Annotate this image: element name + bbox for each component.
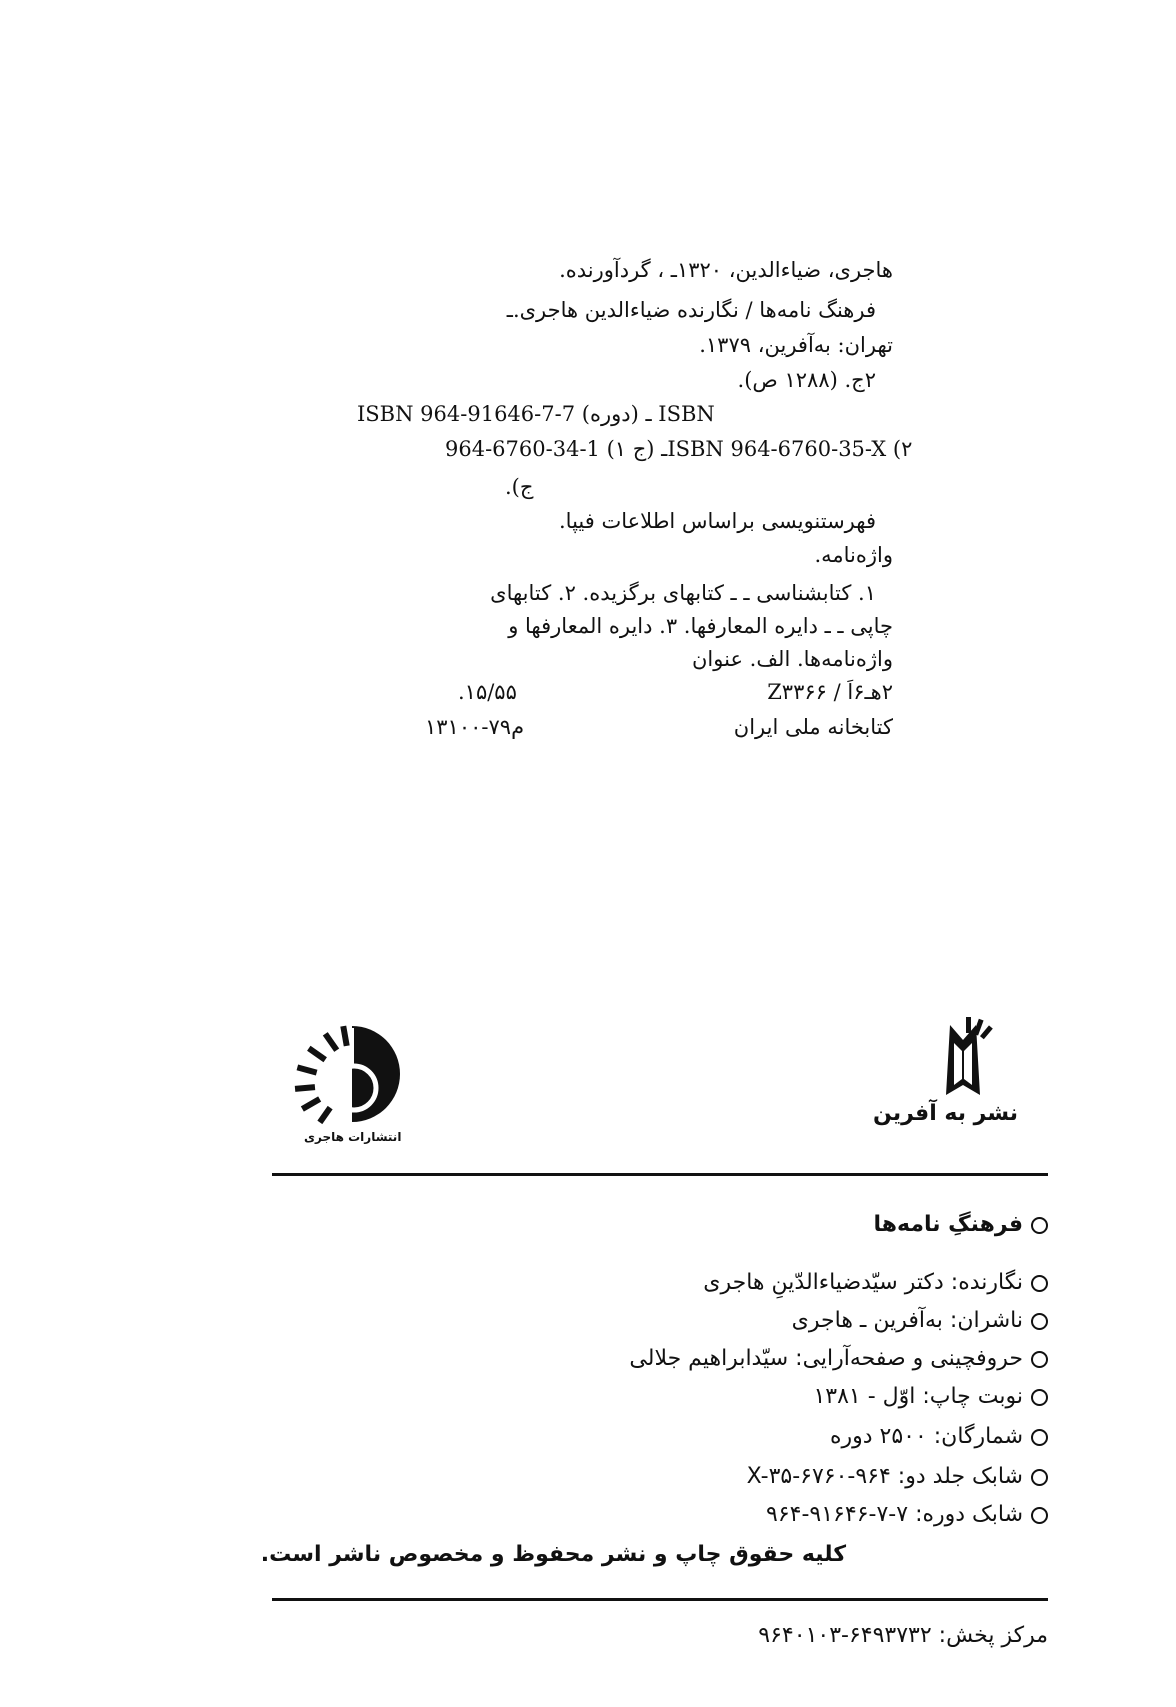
- print-run-text: شمارگان: ۲۵۰۰ دوره: [829, 1424, 1023, 1449]
- cip-isbn-line: ISBN 964-91646-7-7 (دوره) ـ ISBN: [357, 402, 715, 426]
- detail-item: [629, 1343, 1048, 1375]
- national-library-label: کتابخانه ملی ایران: [733, 715, 893, 739]
- bullet-icon: [1031, 1429, 1048, 1446]
- detail-item: [830, 1421, 1048, 1453]
- typesetting-text: حروفچینی و صفحه‌آرایی: سیّدابراهیم جلالی: [629, 1346, 1023, 1371]
- cip-line: واژه‌نامه‌ها. الف. عنوان: [692, 647, 893, 671]
- behafarin-logo-text: نشر به آفرین: [873, 1101, 1018, 1126]
- cip-line: ۲ج. (۱۲۸۸ ص).: [737, 368, 876, 392]
- classification-number: ۲هـ۶اَ / Z۳۳۶۶: [767, 680, 893, 704]
- bullet-icon: [1031, 1217, 1048, 1234]
- author-text: نگارنده: دکتر سیّدضیاءالدّینِ هاجری: [703, 1270, 1023, 1295]
- cip-line: تهران: به‌آفرین، ۱۳۷۹.: [699, 333, 893, 357]
- cip-line: ج).: [505, 475, 534, 499]
- cip-line: فهرستنویسی براساس اطلاعات فیپا.: [559, 509, 876, 533]
- dewey-number: .۱۵/۵۵: [458, 680, 517, 704]
- detail-item: [703, 1267, 1048, 1299]
- cip-line: فرهنگ نامه‌ها / نگارنده ضیاءالدین هاجری.ـ: [506, 298, 876, 322]
- bullet-icon: [1031, 1507, 1048, 1524]
- detail-item: [747, 1461, 1048, 1493]
- cip-line: چاپی ـ ـ دایره المعارفها. ۳. دایره المعارفها و: [508, 614, 893, 638]
- bullet-icon: [1031, 1275, 1048, 1292]
- hajari-logo: [292, 1018, 410, 1144]
- detail-item: [792, 1305, 1048, 1337]
- cip-line: ۱. کتابشناسی ـ ـ کتابهای برگزیده. ۲. کتابهای: [490, 581, 876, 605]
- cip-isbn-line-2: 964-6760-34-1 (۱ ج) ـISBN 964-6760-35-X (۲: [445, 437, 913, 461]
- bullet-icon: [1031, 1351, 1048, 1368]
- publishers-text: ناشران: به‌آفرین ـ هاجری: [791, 1308, 1023, 1333]
- behafarin-logo: [873, 1015, 1038, 1126]
- detail-item: [813, 1381, 1048, 1413]
- detail-item: [766, 1499, 1048, 1531]
- book-title: [873, 1209, 1048, 1241]
- bullet-icon: [1031, 1469, 1048, 1486]
- edition-text: نوبت چاپ: اوّل - ۱۳۸۱: [813, 1384, 1023, 1409]
- distribution-center: مرکز پخش: ۶۴۹۳۷۳۲-۹۶۴۰۱۰۳: [758, 1623, 1048, 1648]
- national-library-number: م۷۹-۱۳۱۰۰: [425, 715, 525, 739]
- cip-line: هاجری، ضیاءالدین، ۱۳۲۰ـ ، گردآورنده.: [559, 258, 893, 282]
- divider: [272, 1598, 1048, 1601]
- book-title-text: فرهنگِ نامه‌ها: [873, 1212, 1023, 1237]
- bullet-icon: [1031, 1389, 1048, 1406]
- isbn-volume-text: شابک جلد دو: X-۳۵-۶۷۶۰-۹۶۴: [746, 1464, 1023, 1489]
- bullet-icon: [1031, 1313, 1048, 1330]
- hajari-logo-text: انتشارات هاجری: [304, 1130, 402, 1144]
- cip-line: واژه‌نامه.: [814, 543, 893, 567]
- copyright-notice: کلیه حقوق چاپ و نشر محفوظ و مخصوص ناشر است.: [260, 1542, 846, 1567]
- divider: [272, 1173, 1048, 1176]
- isbn-set-text: شابک دوره: ۷-۷-۹۱۶۴۶-۹۶۴: [766, 1502, 1023, 1527]
